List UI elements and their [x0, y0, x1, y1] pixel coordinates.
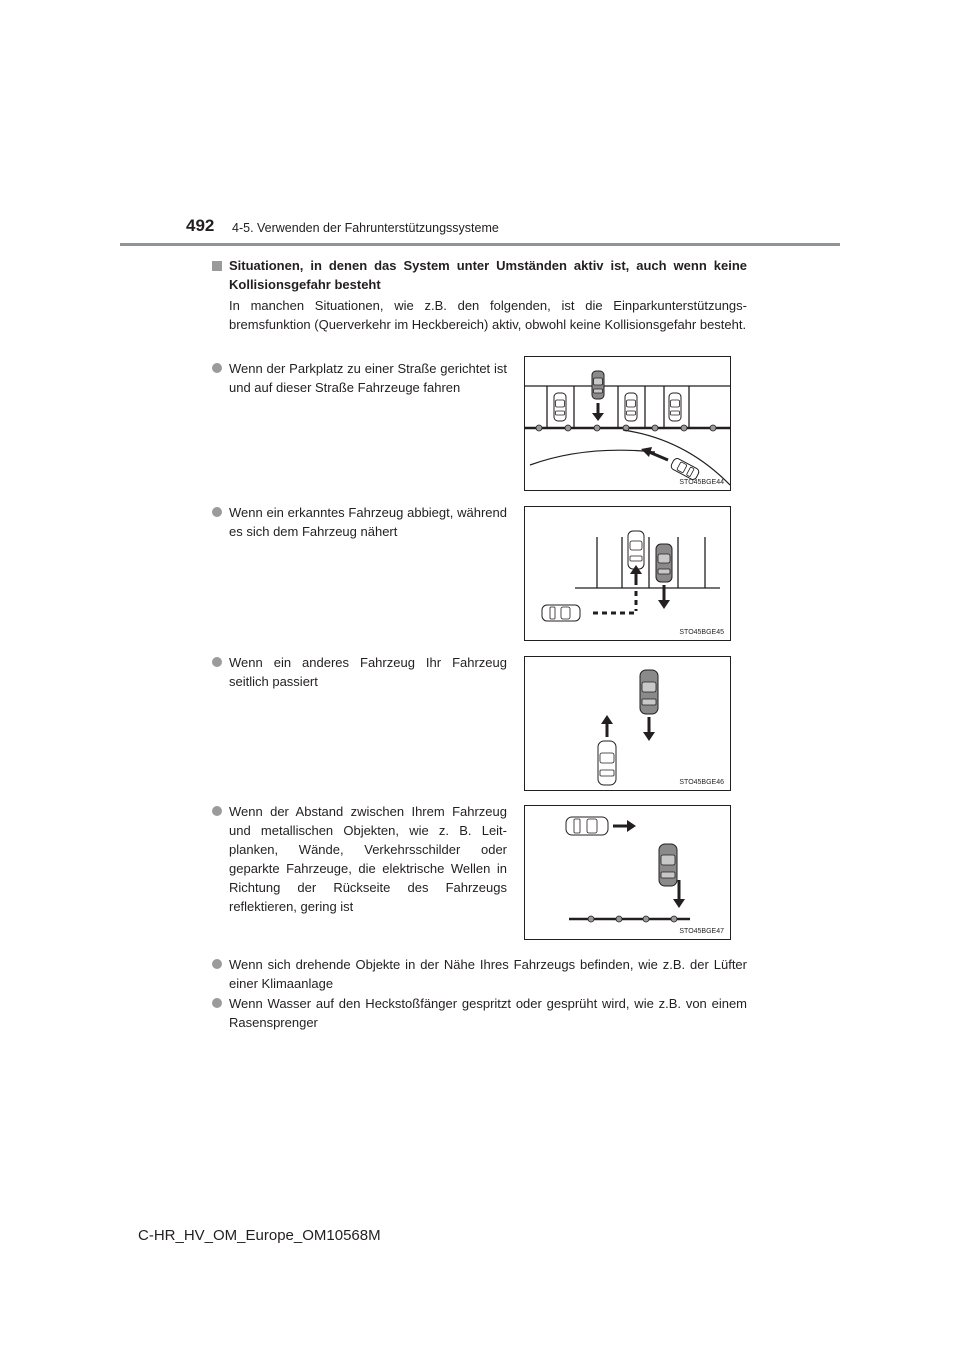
circle-bullet-icon: [212, 657, 222, 667]
turning-car: [628, 531, 644, 569]
approaching-car: [542, 605, 580, 621]
figure-turning-vehicle: [524, 506, 731, 641]
square-bullet-icon: [212, 261, 222, 271]
figure-code: STO45BGE46: [679, 779, 724, 786]
passing-vehicle-illustration: [525, 657, 730, 790]
circle-bullet-icon: [212, 806, 222, 816]
own-vehicle: [640, 670, 658, 714]
parking-lot-road-illustration: [525, 357, 730, 490]
circle-bullet-icon: [212, 998, 222, 1008]
figure-code: STO45BGE44: [679, 479, 724, 486]
intro-paragraph: In manchen Situationen, wie z.B. den folgenden, ist die Einparkunterstützungs-bremsfunktion (Querverkehr im Heckbereich) aktiv, obwohl keine Kollisionsgefahr besteht.: [229, 298, 747, 332]
figure-passing-vehicle: [524, 656, 731, 791]
own-vehicle: [659, 844, 677, 886]
parked-car: [669, 393, 681, 421]
bullet-text: Wenn der Abstand zwischen Ihrem Fahrzeug und metallischen Objekten, wie z. B. Leit-planken, Wände, Verkehrsschilder oder geparkte Fahrzeuge, die elektrische Wellen in Richtung der Rückseite des Fahrzeugs reflektieren, gering ist: [229, 804, 507, 914]
passing-car: [670, 457, 700, 481]
bullet-text: Wenn ein anderes Fahrzeug Ihr Fahrzeug seitlich passiert: [229, 655, 507, 689]
figure-code: STO45BGE45: [679, 629, 724, 636]
circle-bullet-icon: [212, 507, 222, 517]
section-heading: Situationen, in denen das System unter Umständen aktiv ist, auch wenn keine Kollisionsgefahr besteht: [229, 258, 747, 292]
figure-code: STO45BGE47: [679, 928, 724, 935]
figure-metallic-objects: [524, 805, 731, 940]
circle-bullet-icon: [212, 363, 222, 373]
passing-car: [598, 741, 616, 785]
bullet-text: Wenn Wasser auf den Heckstoßfänger gespritzt oder gesprüht wird, wie z.B. von einem Rasensprenger: [229, 996, 747, 1030]
metallic-objects-illustration: [525, 806, 730, 939]
parked-car: [625, 393, 637, 421]
circle-bullet-icon: [212, 959, 222, 969]
header-rule: [120, 243, 840, 246]
bullet-text: Wenn ein erkanntes Fahrzeug abbiegt, während es sich dem Fahrzeug nähert: [229, 505, 507, 539]
footer-document-id: C-HR_HV_OM_Europe_OM10568M: [138, 1227, 381, 1244]
own-vehicle: [656, 544, 672, 582]
own-vehicle: [592, 371, 604, 399]
figure-parking-lot-road: [524, 356, 731, 491]
turning-vehicle-illustration: [525, 507, 730, 640]
parked-car: [554, 393, 566, 421]
bullet-text: Wenn sich drehende Objekte in der Nähe Ihres Fahrzeugs befinden, wie z.B. der Lüfter einer Klimaanlage: [229, 957, 747, 991]
page-number: 492: [186, 216, 215, 235]
bullet-text: Wenn der Parkplatz zu einer Straße gerichtet ist und auf dieser Straße Fahrzeuge fahren: [229, 361, 507, 395]
moving-car: [566, 817, 608, 835]
section-title: 4-5. Verwenden der Fahrunterstützungssysteme: [232, 221, 499, 235]
